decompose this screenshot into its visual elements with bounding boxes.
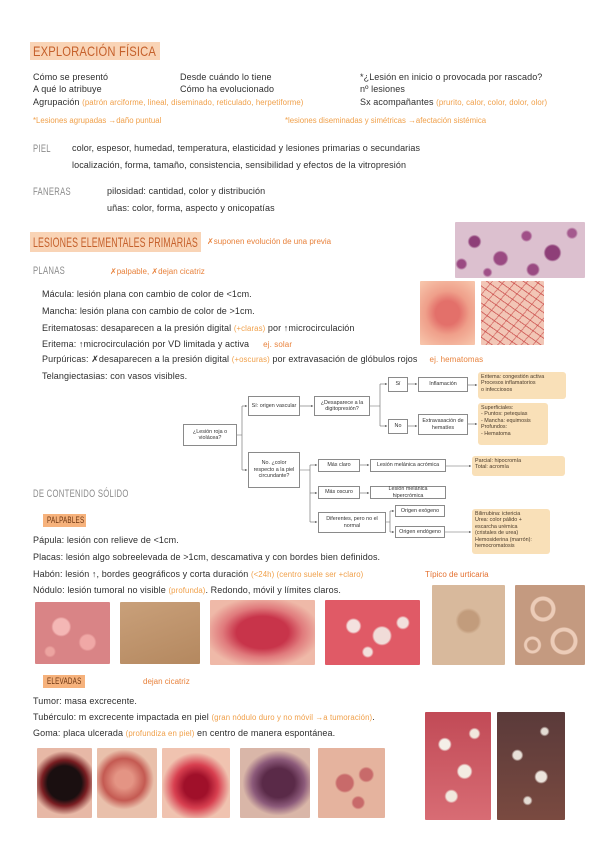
- photo-tumor-ulcerado: [162, 748, 230, 818]
- purpuricas-example: ej. hematomas: [429, 355, 484, 364]
- nodulo-line: [33, 585, 341, 596]
- note-diseminadas: *lesiones diseminadas y simétricas →afectación sistémica: [285, 116, 487, 125]
- habon-tip: Típico de urticaria: [425, 570, 489, 579]
- piel-line-1: color, espesor, humedad, temperatura, elasticidad y lesiones primarias o secundarias: [72, 143, 421, 153]
- flow-origen-endogeno: Origen endógeno: [395, 526, 445, 538]
- flow-note-line: - Hematoma: [481, 430, 511, 437]
- purpuricas-note: (+oscuras): [231, 355, 270, 364]
- purpuricas-text: Purpúricas: ✗desaparecen a la presión digital: [42, 354, 230, 364]
- label-piel: PIEL: [33, 143, 51, 155]
- label-contenido-solido: DE CONTENIDO SÓLIDO: [33, 488, 129, 500]
- faneras-line-2: uñas: color, forma, aspecto y onicopatías: [107, 203, 275, 213]
- photo-placa-descamativa: [325, 600, 420, 665]
- question-como-evoluciono: Cómo ha evolucionado: [180, 84, 275, 94]
- flow-origen-vascular: Sí: origen vascular: [248, 396, 300, 416]
- nodulo-note: (profunda): [168, 586, 206, 595]
- flow-note-line: hemocromatosis: [475, 543, 515, 550]
- faneras-line-1: pilosidad: cantidad, color y distribución: [107, 186, 266, 196]
- flow-si: Sí: [388, 377, 408, 392]
- flow-extravasacion: Extravasación de hematíes: [418, 414, 468, 435]
- flow-note-line: escarcha urémica: [475, 523, 518, 530]
- label-faneras: FANERAS: [33, 186, 71, 198]
- flow-eritema-note: [478, 372, 566, 399]
- photo-tuberculo: [318, 748, 385, 818]
- flow-note-line: - Mancha: equimosis: [481, 417, 531, 424]
- goma-text: Goma: placa ulcerada: [33, 728, 124, 738]
- photo-placa: [210, 600, 315, 665]
- agrupacion-label: Agrupación: [33, 97, 80, 107]
- flow-note-line: o infecciosos: [481, 386, 513, 393]
- habon-note: (<24h) (centro suele ser +claro): [250, 570, 364, 579]
- nodulo-text: Nódulo: lesión tumoral no visible: [33, 585, 166, 595]
- habon-line: [33, 569, 363, 580]
- planas-note: ✗palpable, ✗dejan cicatriz: [110, 267, 205, 276]
- tuberculo-text: Tubérculo: m excrecente impactada en piel: [33, 712, 209, 722]
- sx-line: [360, 97, 547, 108]
- flow-purpura-note: [478, 403, 548, 445]
- goma-detail: en centro de manera espontánea.: [197, 728, 336, 738]
- photo-habon-urticaria: [515, 585, 585, 665]
- flow-inflamacion: Inflamación: [418, 377, 468, 392]
- flow-note-line: - Puntos: petequias: [481, 411, 528, 418]
- eritematosas-text: Eritematosas: desaparecen a la presión digital: [42, 323, 232, 333]
- flow-connector: [237, 406, 242, 470]
- photo-papula: [35, 602, 110, 664]
- eritema-line: [42, 339, 292, 350]
- flow-note-line: Hemosiderina (marrón):: [475, 536, 532, 543]
- label-planas: PLANAS: [33, 265, 66, 277]
- macula-line: Mácula: lesión plana con cambio de color de <1cm.: [42, 289, 252, 299]
- flow-note-line: Superficiales:: [481, 405, 514, 411]
- telangiectasias-line: Telangiectasias: con vasos visibles.: [42, 371, 188, 381]
- question-como-se-presento: Cómo se presentó: [33, 72, 109, 82]
- habon-text: Habón: lesión ↑, bordes geográficos y corta duración: [33, 569, 249, 579]
- label-palpables: PALPABLES: [47, 515, 85, 525]
- goma-note: (profundiza en piel): [125, 729, 195, 738]
- label-elevadas: ELEVADAS: [47, 676, 82, 686]
- flow-lesion-acromica: Lesión melánica acrómica: [370, 459, 446, 472]
- section-title-exploracion: EXPLORACIÓN FÍSICA: [33, 43, 156, 59]
- photo-purpura-spots: [455, 222, 585, 278]
- photo-telangiectasia: [481, 281, 544, 345]
- tuberculo-line: [33, 712, 375, 723]
- lesiones-note: ✗suponen evolución de una previa: [207, 237, 332, 246]
- flow-connector: [300, 465, 310, 522]
- photo-nodulo: [432, 585, 505, 665]
- sx-label: Sx acompañantes: [360, 97, 434, 107]
- question-lesion-inicio: *¿Lesión en inicio o provocada por rascado?: [360, 72, 543, 82]
- flow-mas-claro: Más claro: [318, 459, 360, 472]
- mancha-line: Mancha: lesión plana con cambio de color de >1cm.: [42, 306, 255, 316]
- tuberculo-note: (gran nódulo duro y no móvil →a tumoración): [211, 713, 373, 722]
- goma-line: [33, 728, 335, 739]
- flow-connector: [386, 511, 390, 532]
- question-a-que-atribuye: A qué lo atribuye: [33, 84, 102, 94]
- flow-mas-oscuro: Más oscuro: [318, 486, 360, 499]
- flow-note-line: Bilirrubina: ictericia: [475, 511, 521, 517]
- flow-connector: [370, 384, 380, 426]
- agrupacion-line: [33, 97, 304, 108]
- flow-endogeno-note: [472, 509, 550, 554]
- photo-macula: [420, 281, 475, 345]
- flow-question-roja-violacea: ¿Lesión roja o violácea?: [183, 424, 237, 446]
- flow-note-line: Urea: color pálido +: [475, 517, 522, 524]
- elevadas-note: dejan cicatriz: [143, 677, 190, 686]
- tumor-line: Tumor: masa excrecente.: [33, 696, 138, 706]
- papula-line: Pápula: lesión con relieve de <1cm.: [33, 535, 179, 545]
- photo-goma-dark: [497, 712, 565, 820]
- eritema-example: ej. solar: [263, 340, 293, 349]
- purpuricas-line: [42, 354, 483, 365]
- note-agrupadas: *Lesiones agrupadas →daño puntual: [33, 116, 162, 125]
- flow-note-line: Total: acromía: [475, 464, 509, 471]
- flow-question-digitopresion: ¿Desaparece a la digitopresión?: [314, 396, 370, 416]
- flow-no: No: [388, 419, 408, 434]
- photo-papula-skin: [120, 602, 200, 664]
- photo-tumor-melanoma: [37, 748, 92, 818]
- tuberculo-end: .: [372, 712, 375, 722]
- photo-goma-red: [425, 712, 491, 820]
- flow-note-line: Procesos inflamatorios: [481, 380, 536, 387]
- eritematosas-line: [42, 323, 355, 334]
- flow-origen-exogeno: Origen exógeno: [395, 505, 445, 517]
- question-desde-cuando: Desde cuándo lo tiene: [180, 72, 272, 82]
- flow-note-line: Parcial: hipocromía: [475, 458, 522, 464]
- eritema-text: Eritema: ↑microcirculación por VD limitada y activa: [42, 339, 250, 349]
- section-title-lesiones: LESIONES ELEMENTALES PRIMARIAS: [33, 234, 198, 250]
- flow-otro-color: Diferentes, pero no el normal: [318, 512, 386, 533]
- flow-question-color: No. ¿color respecto a la piel circundante?: [248, 452, 300, 488]
- photo-tumor-pigmentado: [240, 748, 310, 818]
- photo-tumor-nodular: [97, 748, 157, 818]
- piel-line-2: localización, forma, tamaño, consistencia, sensibilidad y efectos de la vitropresión: [72, 160, 407, 170]
- nodulo-detail: . Redondo, móvil y límites claros.: [205, 585, 341, 595]
- placas-line: Placas: lesión algo sobreelevada de >1cm, descamativa y con bordes bien definidos.: [33, 552, 381, 562]
- flow-note-line: Profundos:: [481, 424, 508, 431]
- eritematosas-cause: por ↑microcirculación: [267, 323, 355, 333]
- sx-note: (prurito, calor, color, dolor, olor): [436, 98, 548, 107]
- purpuricas-cause: por extravasación de glóbulos rojos: [272, 354, 418, 364]
- flow-acromica-note: [472, 456, 565, 476]
- question-n-lesiones: nº lesiones: [360, 84, 405, 94]
- eritematosas-note: (+claras): [233, 324, 266, 333]
- flow-lesion-hipercromica: Lesión melánica hipercrómica: [370, 486, 446, 499]
- agrupacion-note: (patrón arciforme, lineal, diseminado, reticulado, herpetiforme): [82, 98, 304, 107]
- flow-note-line: (cristales de urea): [475, 530, 519, 537]
- flow-note-line: Eritema: congestión activa: [481, 374, 545, 380]
